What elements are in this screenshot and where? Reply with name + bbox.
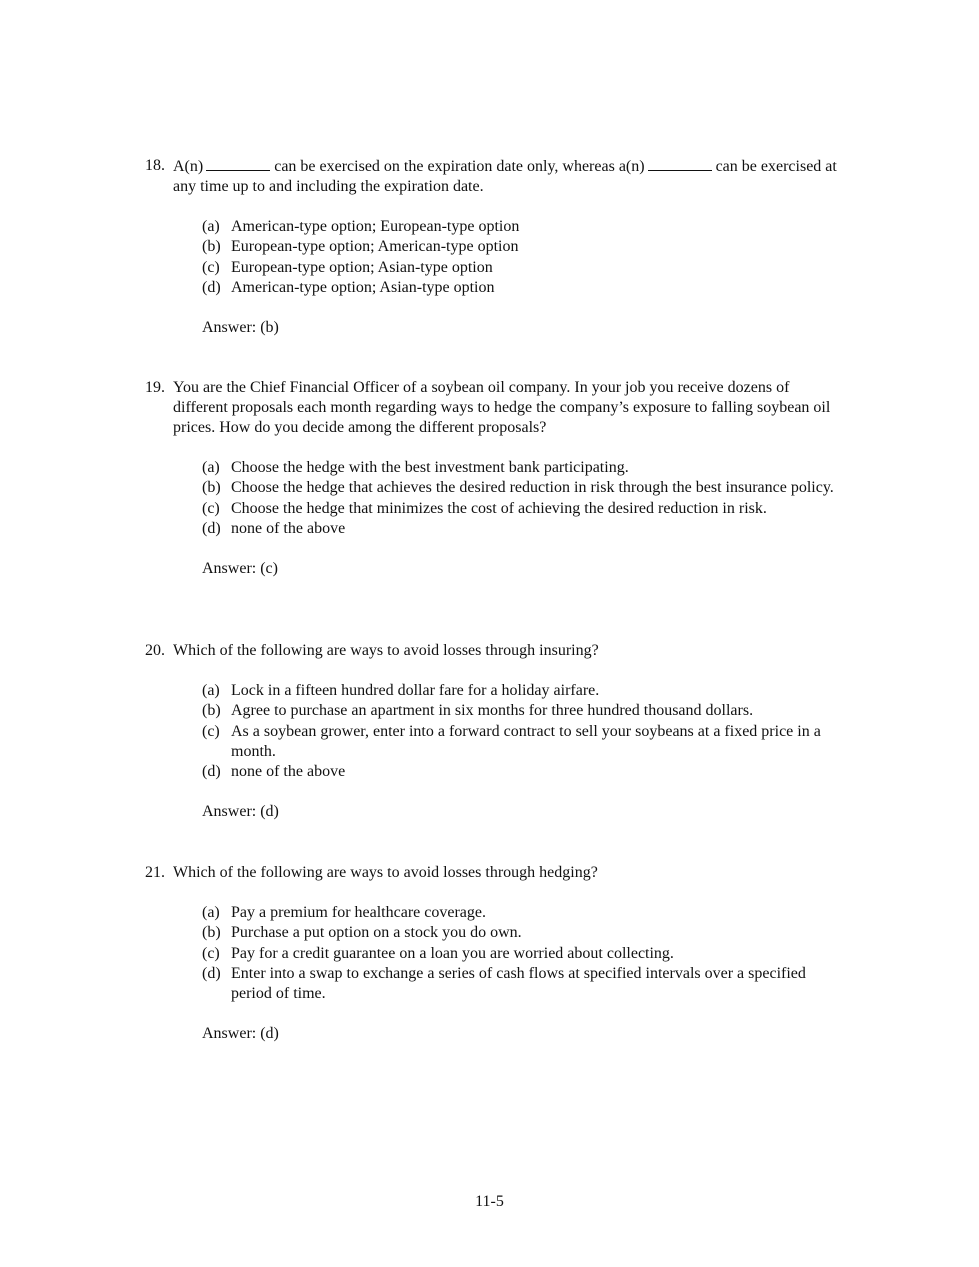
option-text: Pay a premium for healthcare coverage. — [231, 904, 486, 921]
question-18 — [145, 156, 845, 338]
option-label: (d) — [202, 519, 221, 537]
options-list — [145, 217, 845, 298]
option-d — [202, 519, 845, 539]
option-b — [202, 478, 845, 498]
question-number: 18. — [145, 157, 165, 174]
option-a — [202, 217, 845, 237]
option-label: (c) — [202, 258, 220, 276]
option-text: Purchase a put option on a stock you do own. — [231, 924, 522, 942]
answer: Answer: (c) — [202, 560, 278, 578]
question-number: 20. — [145, 642, 165, 659]
option-label: (b) — [202, 479, 221, 497]
question-21 — [145, 863, 845, 1044]
stem-text: Which of the following are ways to avoid losses through hedging? — [173, 864, 598, 881]
option-c — [202, 258, 845, 278]
stem-text-part3: can be exercised at any time up to and including the expiration date. — [173, 158, 837, 195]
option-b — [202, 923, 845, 943]
options-list — [145, 458, 845, 539]
option-b — [202, 701, 845, 721]
question-stem — [145, 863, 845, 883]
option-label: (b) — [202, 238, 221, 256]
option-b — [202, 237, 845, 257]
option-text: American-type option; European-type option — [231, 218, 520, 235]
option-label: (a) — [202, 218, 220, 235]
question-stem — [145, 378, 845, 438]
option-text: Choose the hedge that minimizes the cost of achieving the desired reduction in risk. — [231, 499, 767, 517]
option-a — [202, 903, 845, 923]
stem-text: Which of the following are ways to avoid losses through insuring? — [173, 642, 599, 659]
question-stem — [145, 641, 845, 661]
option-label: (d) — [202, 278, 221, 296]
fill-blank-1 — [206, 156, 270, 171]
option-text: Agree to purchase an apartment in six months for three hundred thousand dollars. — [231, 702, 754, 720]
question-number: 19. — [145, 379, 165, 396]
option-label: (a) — [202, 682, 220, 699]
options-list — [145, 681, 845, 782]
option-text: Lock in a fifteen hundred dollar fare for a holiday airfare. — [231, 682, 600, 699]
option-label: (d) — [202, 763, 221, 781]
option-c — [202, 722, 845, 763]
option-d — [202, 964, 845, 1005]
option-text: American-type option; Asian-type option — [231, 278, 495, 296]
question-20 — [145, 641, 845, 822]
option-label: (c) — [202, 722, 220, 740]
options-list — [145, 903, 845, 1004]
option-text: European-type option; American-type option — [231, 238, 519, 256]
answer: Answer: (b) — [202, 319, 279, 337]
option-label: (d) — [202, 964, 221, 982]
stem-text-part2: can be exercised on the expiration date only, whereas a(n) — [274, 158, 645, 175]
question-stem — [145, 156, 845, 197]
option-d — [202, 762, 845, 782]
option-label: (b) — [202, 702, 221, 720]
option-text: Enter into a swap to exchange a series of cash flows at specified intervals over a specified period of time. — [231, 964, 806, 1003]
page-number: 11-5 — [475, 1193, 504, 1210]
option-a — [202, 458, 845, 478]
option-text: none of the above — [231, 763, 346, 781]
option-c — [202, 944, 845, 964]
question-number: 21. — [145, 864, 165, 881]
option-text: As a soybean grower, enter into a forward contract to sell your soybeans at a fixed price in a month. — [231, 722, 821, 760]
answer: Answer: (d) — [202, 803, 279, 821]
option-label: (c) — [202, 499, 220, 517]
option-label: (b) — [202, 924, 221, 942]
option-label: (a) — [202, 459, 220, 476]
option-label: (a) — [202, 904, 220, 921]
answer: Answer: (d) — [202, 1025, 279, 1043]
option-d — [202, 278, 845, 298]
stem-text-part1: A(n) — [173, 158, 204, 175]
option-text: Choose the hedge that achieves the desired reduction in risk through the best insurance policy. — [231, 479, 834, 497]
option-c — [202, 499, 845, 519]
option-text: Pay for a credit guarantee on a loan you are worried about collecting. — [231, 944, 674, 962]
option-text: none of the above — [231, 519, 346, 537]
stem-text: You are the Chief Financial Officer of a soybean oil company. In your job you receive dozens of different proposals each month regarding ways to hedge the company’s exposure to falling soybean oil prices. How do you decide among the different proposals? — [173, 379, 831, 436]
question-19 — [145, 378, 845, 579]
option-text: European-type option; Asian-type option — [231, 258, 493, 276]
option-a — [202, 681, 845, 701]
option-text: Choose the hedge with the best investment bank participating. — [231, 459, 629, 476]
option-label: (c) — [202, 944, 220, 962]
fill-blank-2 — [648, 156, 712, 171]
